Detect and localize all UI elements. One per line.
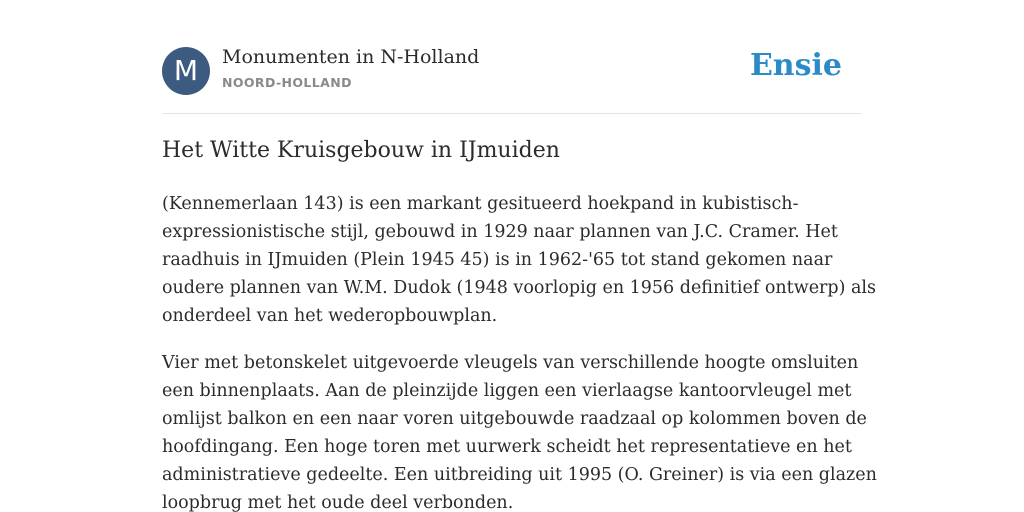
text-line: Vier met betonskelet uitgevoerde vleugels van verschillende hoogte omsluiten bbox=[162, 353, 859, 373]
text-line: loopbrug met het oude deel verbonden. bbox=[162, 493, 514, 512]
paragraph bbox=[162, 190, 877, 330]
text-line: oudere plannen van W.M. Dudok (1948 voorlopig en 1956 definitief ontwerp) als bbox=[162, 278, 877, 298]
article-body bbox=[162, 190, 877, 512]
divider bbox=[162, 113, 862, 114]
text-line: onderdeel van het wederopbouwplan. bbox=[162, 306, 498, 326]
header bbox=[162, 46, 862, 96]
text-line: raadhuis in IJmuiden (Plein 1945 45) is in 1962-'65 tot stand gekomen naar bbox=[162, 250, 833, 270]
avatar[interactable]: M bbox=[162, 47, 210, 95]
text-line: (Kennemerlaan 143) is een markant gesitueerd hoekpand in kubistisch- bbox=[162, 194, 799, 214]
text-line: omlijst balkon en een naar voren uitgebouwde raadzaal op kolommen boven de bbox=[162, 409, 867, 429]
text-line: administratieve gedeelte. Een uitbreiding uit 1995 (O. Greiner) is via een glazen bbox=[162, 465, 877, 485]
text-line: hoofdingang. Een hoge toren met uurwerk scheidt het representatieve en het bbox=[162, 437, 852, 457]
paragraph bbox=[162, 349, 877, 512]
text-line: een binnenplaats. Aan de pleinzijde liggen een vierlaagse kantoorvleugel met bbox=[162, 381, 852, 401]
author-subtitle: NOORD-HOLLAND bbox=[222, 75, 352, 90]
text-line: expressionistische stijl, gebouwd in 1929 naar plannen van J.C. Cramer. Het bbox=[162, 222, 838, 242]
page-title: Het Witte Kruisgebouw in IJmuiden bbox=[162, 138, 560, 163]
brand-logo[interactable]: Ensie bbox=[749, 48, 842, 83]
author-name[interactable]: Monumenten in N-Holland bbox=[222, 46, 480, 68]
